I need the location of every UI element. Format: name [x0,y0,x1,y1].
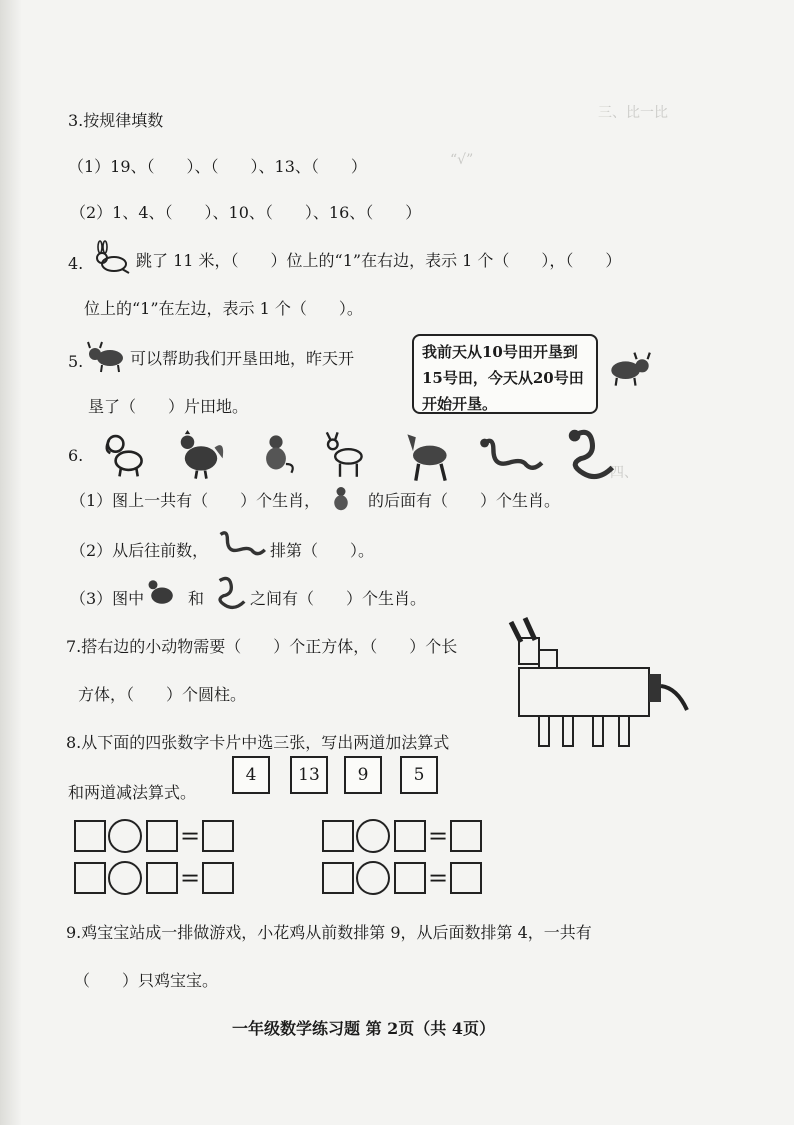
q6-part3-start: （3）图中 [70,589,145,608]
monkey-icon [254,426,298,480]
dog-icon [100,426,152,480]
q6-part2-start: （2）从后往前数， [70,541,209,560]
answer-box[interactable] [74,820,106,852]
rooster-icon [144,574,180,610]
equals-sign: = [180,822,201,850]
q9-line2: （ ）只鸡宝宝。 [74,971,219,990]
answer-box[interactable] [74,862,106,894]
q3-line2: （2）1、4、（ ）、10、（ ）、16、（ ） [70,203,422,222]
bleed-through-mark: 三、比一比 [598,105,668,121]
equals-sign: = [428,864,449,892]
answer-box[interactable] [202,862,234,894]
rabbit-icon [92,238,132,278]
number-card: 5 [400,756,438,794]
number-card: 9 [344,756,382,794]
equals-sign: = [428,822,449,850]
bleed-through-mark: 四、 [610,465,638,481]
ox-speech-callout: 我前天从10号田开垦到15号田，今天从20号田开始开垦。 [412,334,598,414]
q6-part2-end: 排第（ ）。 [270,541,375,560]
answer-box[interactable] [146,862,178,894]
q4-number: 4. [68,254,84,273]
answer-box[interactable] [394,862,426,894]
answer-box[interactable] [450,862,482,894]
dragon-icon [562,424,622,482]
answer-box[interactable] [322,820,354,852]
answer-box[interactable] [202,820,234,852]
q5-line1: 可以帮助我们开垦田地，昨天开 [130,349,355,368]
answer-box[interactable] [450,820,482,852]
ox-icon [606,346,654,390]
rooster-icon [174,426,228,480]
number-card: 4 [232,756,270,794]
bleed-through-mark: “√” [450,152,474,168]
operator-circle[interactable] [108,819,142,853]
q5-number: 5. [68,352,84,371]
operator-circle[interactable] [356,819,390,853]
q9-line1: 9.鸡宝宝站成一排做游戏，小花鸡从前数排第 9，从后面数排第 4，一共有 [66,923,592,942]
block-animal-figure [505,612,695,752]
snake-icon [214,526,268,560]
equals-sign: = [180,864,201,892]
q6-number: 6. [68,446,84,465]
q6-part1-start: （1）图上一共有（ ）个生肖， [70,491,321,510]
operator-circle[interactable] [108,861,142,895]
q6-part3-mid: 和 [188,589,205,608]
q5-line2: 垦了（ ）片田地。 [88,397,249,416]
ox-icon [86,336,126,376]
snake-icon [478,432,544,476]
dragon-icon [212,572,250,612]
monkey-icon [326,478,356,520]
q8-line2: 和两道减法算式。 [68,783,197,802]
answer-box[interactable] [322,862,354,894]
page-footer: 一年级数学练习题 第 2页（共 4页） [232,1019,495,1038]
q4-line1: 跳了 11 米，（ ）位上的“1”在右边，表示 1 个（ ），（ ） [136,251,622,270]
answer-box[interactable] [394,820,426,852]
horse-icon [398,426,456,482]
scan-edge-shadow [0,0,22,1125]
q8-line1: 8.从下面的四张数字卡片中选三张，写出两道加法算式 [66,733,450,752]
q6-part3-end: 之间有（ ）个生肖。 [250,589,427,608]
q7-line2: 方体，（ ）个圆柱。 [78,685,247,704]
answer-box[interactable] [146,820,178,852]
operator-circle[interactable] [356,861,390,895]
q3-title: 3.按规律填数 [68,111,164,130]
goat-icon [322,426,370,482]
q7-line1: 7.搭右边的小动物需要（ ）个正方体，（ ）个长 [66,637,458,656]
number-card: 13 [290,756,328,794]
q3-line1: （1）19、（ ）、（ ）、13、（ ） [68,157,367,176]
q6-part1-end: 的后面有（ ）个生肖。 [368,491,561,510]
q4-line2: 位上的“1”在左边，表示 1 个（ ）。 [84,299,363,318]
